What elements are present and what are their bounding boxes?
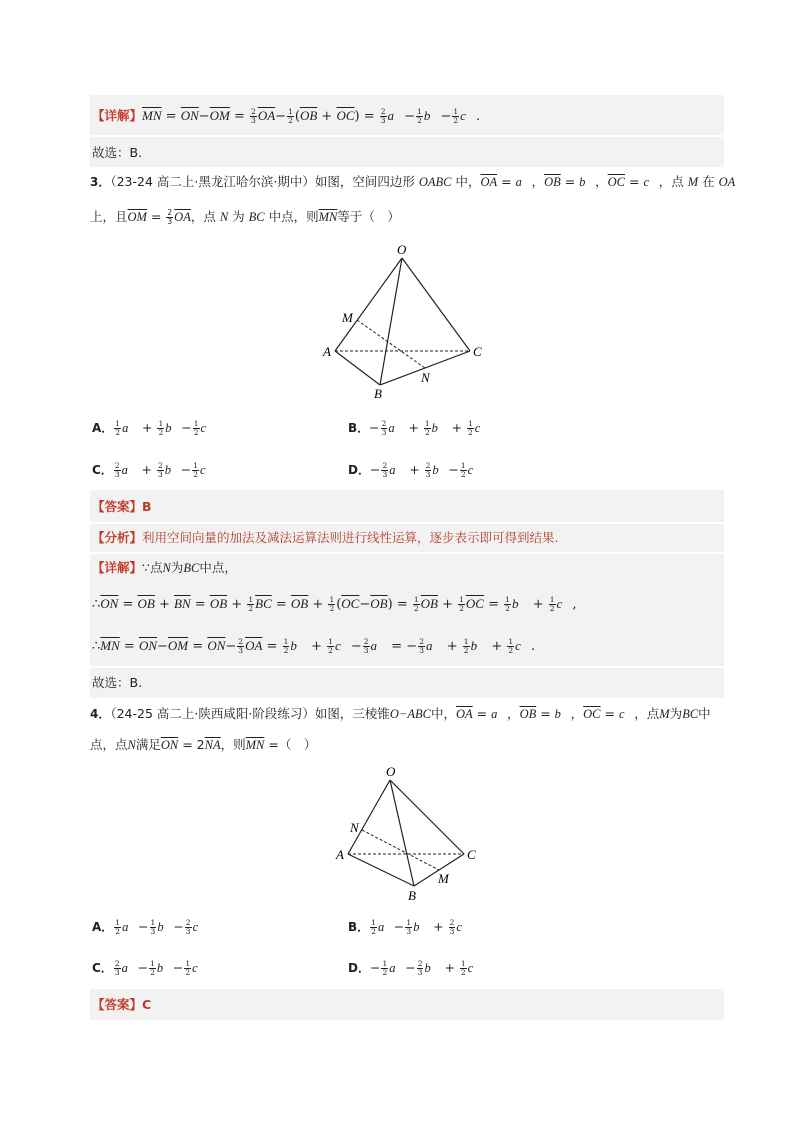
q4-source: （24-25 高二上·陕西咸阳·阶段练习） xyxy=(110,706,315,721)
q3-option-c[interactable]: C． $\frac{2}{3}$ a⃗ + $\frac{2}{3}$ b⃗− $\frac{1}{2}$ c⃗ xyxy=(92,461,216,479)
q4-option-c[interactable]: C． $\frac{2}{3}$ a⃗− $\frac{1}{2}$ b⃗− $\frac{1}{2}$ c⃗ xyxy=(92,959,208,977)
q4-option-a[interactable]: A． $\frac{1}{2}$ a⃗− $\frac{1}{3}$ b⃗− $\frac{2}{3}$ c⃗ xyxy=(92,918,208,936)
q3-detail-line-2: $\therefore\overline{ON} = \overline{OB} + \overline{BN} = \overline{OB}$ + $\frac{1}{2}$ $\overline{BC} = \overline{OB}$ + $\frac{1}{2}$ $(\overline{OC}-\overline{OB})$ = $\frac{1}{2}$ $\overline{OB}$ + $\frac{1}{2}$ $\overline{OC}$ = $\frac{1}{2}$ b⃗ + $\frac{1}{2}$ c⃗, xyxy=(92,595,577,613)
q3-option-d[interactable]: D．− $\frac{2}{3}$ a⃗ + $\frac{2}{3}$ b⃗− $\frac{1}{2}$ c⃗ xyxy=(348,461,483,479)
q4-option-b[interactable]: B． $\frac{1}{2}$ a⃗− $\frac{1}{3}$ b⃗ + $\frac{2}{3}$ c⃗ xyxy=(348,918,472,936)
prev-detail-line: 【详解】$\overline{MN} = \overline{ON}-\overline{OM}$ = $\frac{2}{3}$ $\overline{OA}-$ $\frac{1}{2}$ $(\overline{OB} + \overline{OC})$ = $\frac{2}{3}$ a⃗− $\frac{1}{2}$ b⃗− $\frac{1}{2}$ c⃗. xyxy=(92,107,481,125)
q3-figure xyxy=(315,238,495,403)
q3-analysis-line: 【分析】利用空间向量的加法及减法运算法则进行线性运算，逐步表示即可得到结果. xyxy=(92,530,559,545)
q4-label-A: A xyxy=(336,847,344,862)
q3-answer-value: B xyxy=(142,499,152,514)
q3-label-M: M xyxy=(342,310,353,325)
q4-number: 4． xyxy=(90,707,111,721)
q3-answer-line: 【答案】B xyxy=(92,499,152,514)
q4-option-d[interactable]: D．− $\frac{1}{2}$ a⃗− $\frac{2}{3}$ b⃗ + $\frac{1}{2}$ c⃗ xyxy=(348,959,483,977)
q3-answer-block xyxy=(90,490,724,522)
q4-stem-line-2: 点，点N满足$\overline{ON} = 2\overline{NA}$，则$\overline{MN}$ =（ ） xyxy=(90,737,317,752)
q4-figure xyxy=(330,762,490,907)
q3-option-b[interactable]: B．− $\frac{2}{3}$ a⃗ + $\frac{1}{2}$ b⃗ + $\frac{1}{2}$ c⃗ xyxy=(348,419,491,437)
q3-label-B: B xyxy=(374,386,382,401)
q3-label-N: N xyxy=(421,370,430,385)
q3-detail-line-1: 【详解】∵点N为BC中点， xyxy=(92,560,237,575)
q4-answer-line: 【答案】C xyxy=(92,997,152,1012)
q3-option-a[interactable]: A． $\frac{1}{2}$ a⃗ + $\frac{1}{2}$ b⃗− $\frac{1}{2}$ c⃗ xyxy=(92,419,216,437)
q3-label-O: O xyxy=(397,242,407,257)
q3-label-A: A xyxy=(323,344,331,359)
q3-number: 3． xyxy=(90,175,111,189)
q4-label-C: C xyxy=(467,847,476,862)
q4-label-M: M xyxy=(438,871,449,886)
q4-label-O: O xyxy=(386,764,396,779)
q4-label-B: B xyxy=(408,888,416,903)
prev-answer-line: 故选：B. xyxy=(92,145,143,160)
q3-stem-line-2: 上，且$\overline{OM}$ = $\frac{2}{3}$ $\overline{OA}$，点 N 为 BC 中点，则$\overline{MN}$等于（ ） xyxy=(90,208,400,226)
q3-choose-block xyxy=(90,668,724,698)
q4-answer-block xyxy=(90,989,724,1020)
q3-label-C: C xyxy=(473,344,482,359)
q3-choose-line: 故选：B. xyxy=(92,675,143,690)
q4-label-N: N xyxy=(350,820,359,835)
q4-answer-value: C xyxy=(142,997,152,1012)
prev-answer-block xyxy=(90,137,724,167)
q4-stem-line-1: 4．（24-25 高二上·陕西咸阳·阶段练习）如图，三棱锥O−ABC中，$\overline{OA}$ = a⃗，$\overline{OB}$ = b⃗，$\overline{OC}$ = c⃗，点M为BC中 xyxy=(90,706,711,721)
prev-detail-tag: 【详解】 xyxy=(92,108,143,123)
q3-source: （23-24 高二上·黑龙江哈尔滨·期中） xyxy=(110,174,315,189)
q3-detail-line-3: $\therefore\overline{MN} = \overline{ON}-\overline{OM} = \overline{ON}-$ $\frac{2}{3}$ $\overline{OA}$ = $\frac{1}{2}$ b⃗ + $\frac{1}{2}$ c⃗− $\frac{2}{3}$ a⃗ = − $\frac{2}{3}$ a⃗ + $\frac{1}{2}$ b⃗ + $\frac{1}{2}$ c⃗. xyxy=(92,637,536,655)
q3-stem-line-1: 3．（23-24 高二上·黑龙江哈尔滨·期中）如图，空间四边形 OABC 中，$\overline{OA}$ = a⃗，$\overline{OB}$ = b⃗，$\overline{OC}$ = c⃗，点 M 在 OA xyxy=(90,174,736,189)
